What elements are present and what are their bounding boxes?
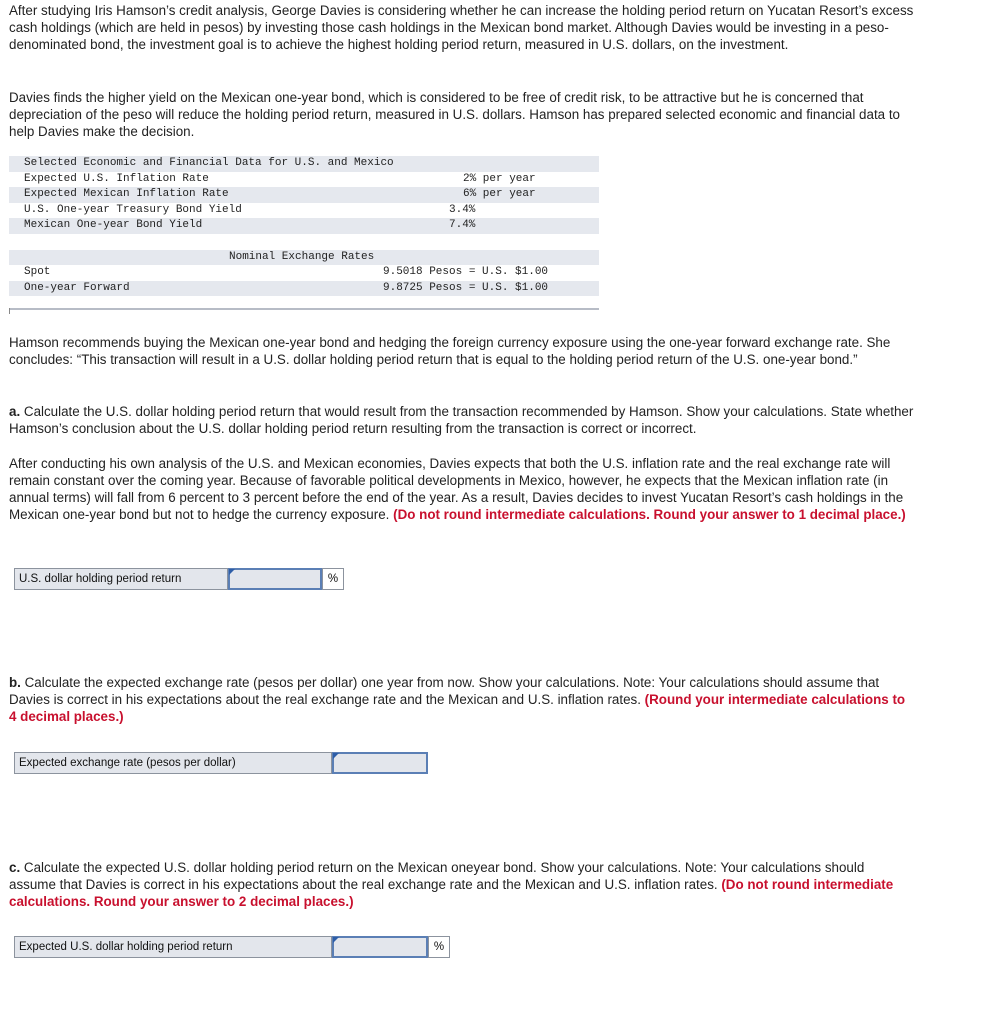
row-label: One-year Forward [24, 281, 130, 294]
part-c-prefix: c. [9, 860, 21, 875]
part-a-prefix: a. [9, 404, 21, 419]
fx-header: Nominal Exchange Rates [229, 250, 375, 263]
table-title: Selected Economic and Financial Data for U.S. and Mexico [24, 157, 394, 169]
row-value: 7.4% [449, 219, 476, 231]
part-a-answer-label: U.S. dollar holding period return [14, 568, 228, 590]
part-c-unit: % [428, 936, 450, 958]
part-a-text2: After conducting his own analysis of the U.S. and Mexican economies, Davies expects that both the U.S. inflation rate and the real exchange rate will remain constant over the coming year. Because of favorable political developments in Mexico, however, he expects that the Mexican inflation rate (in annual terms) will fall from 6 percent to 3 percent before the end of the year. As a result, Davies decides to invest Yucatan Resort’s cash holdings in the Mexican one-year bond but not to hedge the currency exposure. [9, 456, 904, 522]
row-label: Mexican One-year Bond Yield [24, 219, 203, 231]
part-a-answer-input[interactable] [228, 568, 322, 590]
row-value: 9.5018 Pesos = U.S. $1.00 [383, 266, 549, 278]
row-value: 3.4% [449, 203, 476, 216]
hamson-paragraph: Hamson recommends buying the Mexican one-year bond and hedging the foreign currency exposure using the one-year forward exchange rate. She concludes: “This transaction will result in a U.S. dollar holding period return that is equal to the holding period return of the U.S. one-year bond.” [9, 335, 891, 367]
table-spacer [9, 234, 599, 250]
row-label: Expected U.S. Inflation Rate [24, 172, 209, 185]
part-a-answer-row [14, 568, 344, 590]
part-b-answer-label: Expected exchange rate (pesos per dollar) [14, 752, 332, 774]
part-c-answer-input[interactable] [332, 936, 428, 958]
row-value: 2% per year [463, 172, 536, 185]
part-b-text: Calculate the expected exchange rate (pesos per dollar) one year from now. Show your calculations. Note: Your calculations should assume that Davies is correct in his expectations about the real exchange rate and the Mexican and U.S. inflation rates. [9, 675, 880, 707]
row-value: 6% per year [463, 188, 536, 200]
table-row [9, 187, 599, 203]
part-b-prefix: b. [9, 675, 21, 690]
row-value: 9.8725 Pesos = U.S. $1.00 [383, 281, 549, 294]
part-c-answer-row [14, 936, 450, 958]
part-a-scenario [9, 455, 914, 523]
part-b-question [9, 674, 914, 725]
table-row [9, 203, 599, 219]
table-bottom-rule [9, 308, 599, 310]
part-a-unit: % [322, 568, 344, 590]
table-row [9, 218, 599, 234]
table-title-row [9, 156, 599, 172]
intro-paragraph-2: Davies finds the higher yield on the Mexican one-year bond, which is considered to be free of credit risk, to be attractive but he is concerned that depreciation of the peso will reduce the holding period return, measured in U.S. dollars. Hamson has prepared selected economic and financial data to help Davies make the decision. [9, 90, 901, 139]
part-c-instruction: (Do not round intermediate calculations. Round your answer to 2 decimal places.) [9, 877, 894, 909]
part-b-answer-row [14, 752, 428, 774]
table-row [9, 172, 599, 188]
row-label: Expected Mexican Inflation Rate [24, 188, 229, 200]
part-a-text: Calculate the U.S. dollar holding period return that would result from the transaction recommended by Hamson. Show your calculations. State whether Hamson’s conclusion about the U.S. dollar holding period return resulting from the transaction is correct or incorrect. [9, 404, 914, 436]
row-label: U.S. One-year Treasury Bond Yield [24, 203, 242, 216]
intro-paragraph-1: After studying Iris Hamson’s credit analysis, George Davies is considering whether he can increase the holding period return on Yucatan Resort’s excess cash holdings (which are held in pesos) by investing those cash holdings in the Mexican bond market. Although Davies would be investing in a peso-denominated bond, the investment goal is to achieve the highest holding period return, measured in U.S. dollars, on the investment. [9, 3, 914, 52]
table-row [9, 265, 599, 281]
economic-data-table [9, 156, 599, 296]
part-b-answer-input[interactable] [332, 752, 428, 774]
part-a-question [9, 403, 914, 437]
part-c-text: Calculate the expected U.S. dollar holding period return on the Mexican oneyear bond. Show your calculations. Note: Your calculations should assume that Davies is correct in his expectations about the real exchange rate and the Mexican and U.S. inflation rates. [9, 860, 865, 892]
table-corner-tick [9, 308, 10, 314]
part-b-instruction: (Round your intermediate calculations to 4 decimal places.) [9, 692, 906, 724]
row-label: Spot [24, 266, 51, 278]
part-c-question [9, 859, 914, 910]
part-a-instruction: (Do not round intermediate calculations. Round your answer to 1 decimal place.) [393, 507, 906, 522]
fx-header-row [9, 250, 599, 266]
table-row [9, 281, 599, 297]
part-c-answer-label: Expected U.S. dollar holding period return [14, 936, 332, 958]
